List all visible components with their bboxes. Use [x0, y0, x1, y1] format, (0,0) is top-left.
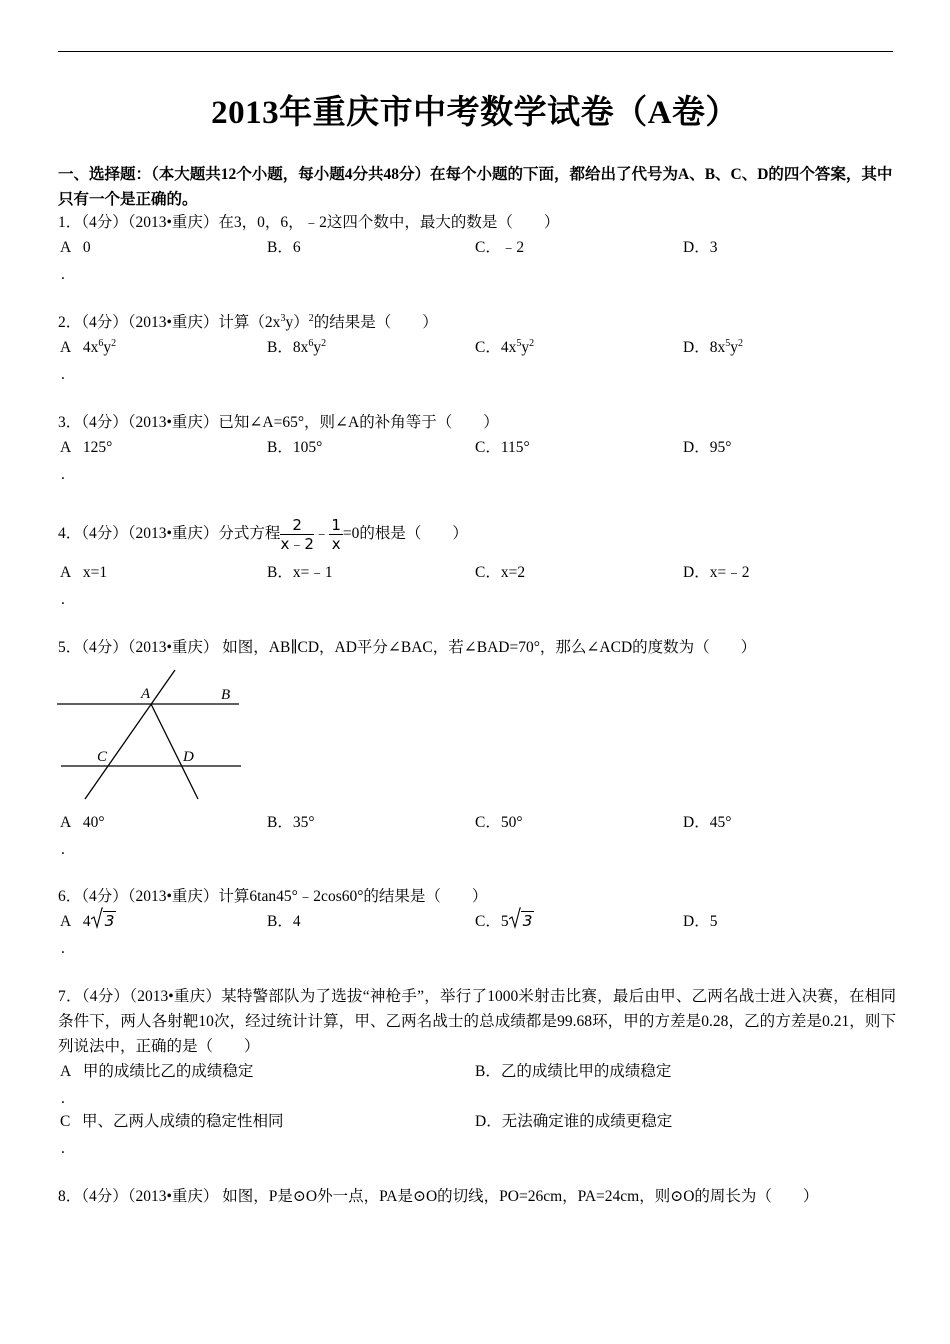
question-4-stem: 4．（4分）（2013•重庆）分式方程 $\frac{2}{x﹣2}$ ﹣ $\frac{1}{x}$ =0的根是（ ） — [58, 515, 468, 553]
fraction-2-over-x-minus-2: $\frac{2}{x﹣2}$ — [280, 515, 314, 553]
option-d: D．$8x^5y^2$ — [683, 338, 743, 356]
option-dot: . — [61, 1090, 65, 1107]
question-2-stem: 2．（4分）（2013•重庆）计算$(2x^3y)^2$的结果是（ ） — [58, 313, 438, 331]
label-d: D — [183, 749, 194, 765]
question-8-stem: 8．（4分）（2013•重庆） 如图，P是⊙O外一点，PA是⊙O的切线，PO=26cm，PA=24cm，则⊙O的周长为（ ） — [58, 1188, 819, 1205]
option-d: D．无法确定谁的成绩更稳定 — [475, 1113, 673, 1130]
sqrt-symbol: 3 — [91, 909, 117, 934]
option-d: D．3 — [683, 239, 718, 256]
label-c: C — [97, 749, 108, 765]
option-dot: . — [61, 266, 65, 283]
option-a: A 40° — [60, 814, 105, 831]
option-c: C．50° — [475, 814, 523, 831]
option-a: A 甲的成绩比乙的成绩稳定 — [60, 1063, 254, 1080]
option-d: D．x=﹣2 — [683, 564, 750, 581]
question-1-options — [58, 235, 898, 260]
option-d: D．45° — [683, 814, 732, 831]
option-a: A 0 — [60, 239, 91, 256]
question-6-stem: 6．（4分）（2013•重庆）计算6tan45°﹣2cos60°的结果是（ ） — [58, 888, 488, 905]
line-ac — [85, 670, 175, 799]
question-4-options — [58, 560, 898, 585]
label-a: A — [141, 686, 151, 702]
question-7-options-row1 — [58, 1059, 898, 1084]
question-7-stem: 7．（4分）（2013•重庆）某特警部队为了选拔“神枪手”，举行了1000米射击比赛，最后由甲、乙两名战士进入决赛，在相同条件下，两人各射靶10次，经过统计计算，甲、乙两名战士的总成绩都是99.68环，甲的方差是0.28，乙的方差是0.21，则下列说法中，正确的是（ ） — [58, 988, 896, 1055]
option-c: C．x=2 — [475, 564, 526, 581]
question-3-stem: 3．（4分）（2013•重庆）已知∠A=65°，则∠A的补角等于（ ） — [58, 414, 499, 431]
option-b: B．35° — [267, 814, 315, 831]
question-5-options — [58, 810, 898, 835]
section-header: 一、选择题：（本大题共12个小题，每小题4分共48分）在每个小题的下面，都给出了代号为A、B、C、D的四个答案，其中只有一个是正确的。 — [58, 166, 893, 208]
option-b: B．4 — [267, 913, 301, 930]
option-dot: . — [61, 940, 65, 957]
option-b: B．x=﹣1 — [267, 564, 333, 581]
option-dot: . — [61, 466, 65, 483]
option-a: A $4x^6y^2$ — [60, 338, 117, 356]
option-c: C．﹣2 — [475, 239, 525, 256]
question-5-stem: 5．（4分）（2013•重庆） 如图，AB∥CD，AD平分∠BAC，若∠BAD=70°，那么∠ACD的度数为（ ） — [58, 639, 757, 656]
sqrt-symbol: 3 — [509, 909, 535, 934]
option-dot: . — [61, 841, 65, 858]
option-c: C．$4x^5y^2$ — [475, 338, 535, 356]
option-dot: . — [61, 591, 65, 608]
option-c: C 甲、乙两人成绩的稳定性相同 — [60, 1113, 284, 1130]
option-a: A 4 3 — [60, 909, 116, 934]
option-c: C．5 3 — [475, 909, 534, 934]
option-a: A 125° — [60, 439, 113, 456]
option-c: C．115° — [475, 439, 530, 456]
fraction-1-over-x: $\frac{1}{x}$ — [331, 515, 341, 553]
option-d: D．5 — [683, 913, 718, 930]
option-b: B．105° — [267, 439, 323, 456]
option-a: A x=1 — [60, 564, 108, 581]
option-d: D．95° — [683, 439, 732, 456]
question-6-options — [58, 909, 898, 934]
page-title: 2013年重庆市中考数学试卷（A卷） — [211, 95, 739, 131]
header-rule — [58, 51, 893, 52]
label-b: B — [221, 687, 231, 703]
option-b: B．乙的成绩比甲的成绩稳定 — [475, 1063, 672, 1080]
option-dot: . — [61, 1140, 65, 1157]
question-7-options-row2 — [58, 1109, 898, 1134]
option-b: B．$8x^6y^2$ — [267, 338, 327, 356]
question-3-options — [58, 435, 898, 460]
option-dot: . — [61, 366, 65, 383]
parallel-lines-figure — [55, 668, 245, 803]
question-2-options — [58, 335, 898, 360]
option-b: B．6 — [267, 239, 301, 256]
question-1-stem: 1．（4分）（2013•重庆）在3，0，6，﹣2这四个数中，最大的数是（ ） — [58, 214, 560, 231]
